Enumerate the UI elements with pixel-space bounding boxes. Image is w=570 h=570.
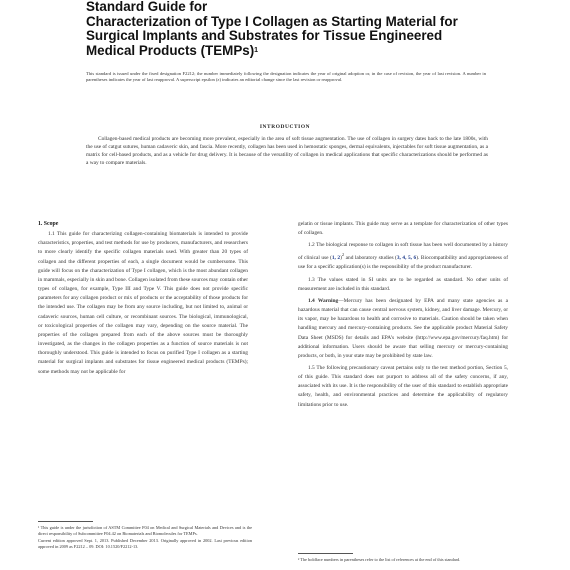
footnote-2-mark: 2: [341, 252, 345, 258]
p1-2-text2: and laboratory studies (: [344, 255, 397, 262]
title-line-2: Surgical Implants and Substrates for Tissue Engineered: [86, 28, 443, 44]
title-footnote-mark: 1: [254, 46, 259, 54]
introduction-text: [86, 135, 488, 167]
right-column: [298, 220, 508, 413]
paragraph-1-4: [298, 297, 508, 361]
p1-2-start: 1.2 The biological response to collagen in soft tissue has been well documented by a history of clinical use (: [298, 242, 508, 262]
footnote-divider: [38, 521, 93, 522]
paragraph-1-5: 1.5 The following precautionary caveat pertains only to the test method portion, Section 5, of this guide. This standard does not purport to address all of the safety concerns, if any, associated with its use. It is the responsibility of the user of this standard to establish appropriate safety, health, and environmental practices and determine the applicability of regulatory limitations prior to use.: [298, 364, 508, 408]
title-line-3-text: Medical Products (TEMPs): [86, 42, 255, 58]
footnote-1: ¹ This guide is under the jurisdiction of ASTM Committee F04 on Medical and Surgical Materials and Devices and is the direct responsibility of Subcommittee F04.42 on Biomaterials and Biomolecules for TEMPs.: [38, 525, 252, 537]
footnotes: [38, 525, 252, 550]
footnote-1b: Current edition approved Sept. 1, 2013. Published December 2013. Originally approved in 2002. Last previous edition approved in 2009 as F2212 – 09. DOI: 10.1520/F2212-13.: [38, 537, 252, 549]
p1-2-mid: ): [340, 255, 342, 262]
designation-notice: This standard is issued under the fixed designation F2212; the number immediately following the designation indicates the year of original adoption or, in the case of revision, the year of last revision. A number in parentheses indicates the year of last reapproval. A superscript epsilon (ε) indicates an editorial change since the last revision or reapproval.: [86, 71, 486, 83]
reference-link-3-6[interactable]: 3, 4, 5, 6: [396, 255, 417, 262]
p1-2-end: ). Biocompatibility and appropriateness of use for a specific application(s) is the responsibility of the product manufacturer.: [298, 255, 508, 271]
title-label: Standard Guide for: [86, 0, 208, 14]
introduction-heading: INTRODUCTION: [259, 124, 311, 130]
paragraph-1-1-continued: gelatin or tissue implants. This guide may serve as a template for characterization of other types of collagen.: [298, 221, 508, 237]
introduction-body: Collagen-based medical products are becoming more prevalent, especially in the area of soft tissue augmentation. The use of collagen in surgery dates back to the late 1800s, with the use of catgut sutures, human cadaveric skin, and fascia. More recently, collagen has been used in hemostatic sponges, dermal equivalents, injectables for soft tissue augmentation, as a matrix for cell-based products, and as a vehicle for drug delivery. It is because of the versatility of collagen in medical applications that specific characterizations should be performed as a way to compare materials.: [86, 136, 488, 167]
warning-text: —Mercury has been designated by EPA and many state agencies as a hazardous material that can cause central nervous system, kidney, and liver damage. Mercury, or its vapor, may be hazardous to health and corrosive to materials. Caution should be taken when handling mercury and mercury-containing products. See the applicable product Material Safety Data Sheet (MSDS) for details and EPA’s website (http://www.epa.gov/mercury/faq.htm) for additional information. Users should be aware that selling mercury or mercury-containing products, or both, in your state may be prohibited by state law.: [298, 297, 509, 359]
reference-link-1-2[interactable]: 1, 2: [331, 255, 341, 262]
footnote-divider-right: [298, 553, 353, 554]
title-line-1: Characterization of Type I Collagen as Starting Material for: [86, 13, 458, 29]
warning-label: 1.4 Warning: [308, 297, 339, 304]
paragraph-1-2: [298, 241, 508, 272]
document-title: [86, 0, 526, 58]
left-column: [38, 220, 248, 380]
title-line-3: [86, 44, 526, 59]
scope-heading: 1. Scope: [38, 221, 59, 227]
footnote-2: ² The boldface numbers in parentheses refer to the list of references at the end of this standard.: [298, 557, 461, 562]
paragraph-1-1: 1.1 This guide for characterizing collagen-containing biomaterials is intended to provide characteristics, properties, and test methods for use by producers, manufacturers, and researchers to more clearly identify the specific collagen materials used. With greater than 20 types of collagen and the different properties of each, a single document would be cumbersome. This guide will focus on the characterization of Type I collagen, which is the most abundant collagen in mammals, especially in skin and bone. Collagen isolated from these sources may contain other types of collagen, for example, Type III and Type V. This guide does not provide specific parameters for any collagen product or mix of products or the acceptability of those products for the intended use. The collagen may be from any source including, but not limited to, animal or cadaveric sources, human cell culture, or recombinant sources. The biological, immunological, or toxicological properties of the collagen may vary, depending on the source material. The properties of the collagen prepared from each of the above sources must be thoroughly investigated, as the changes in the collagen properties as a function of source materials is not thoroughly understood. This guide is intended to focus on purified Type I collagen as a starting material for surgical implants and substrates for tissue engineered medical products (TEMPs); some methods may not be applicable for: [38, 231, 248, 375]
paragraph-1-3: 1.3 The values stated in SI units are to be regarded as standard. No other units of measurement are included in this standard.: [298, 276, 508, 292]
